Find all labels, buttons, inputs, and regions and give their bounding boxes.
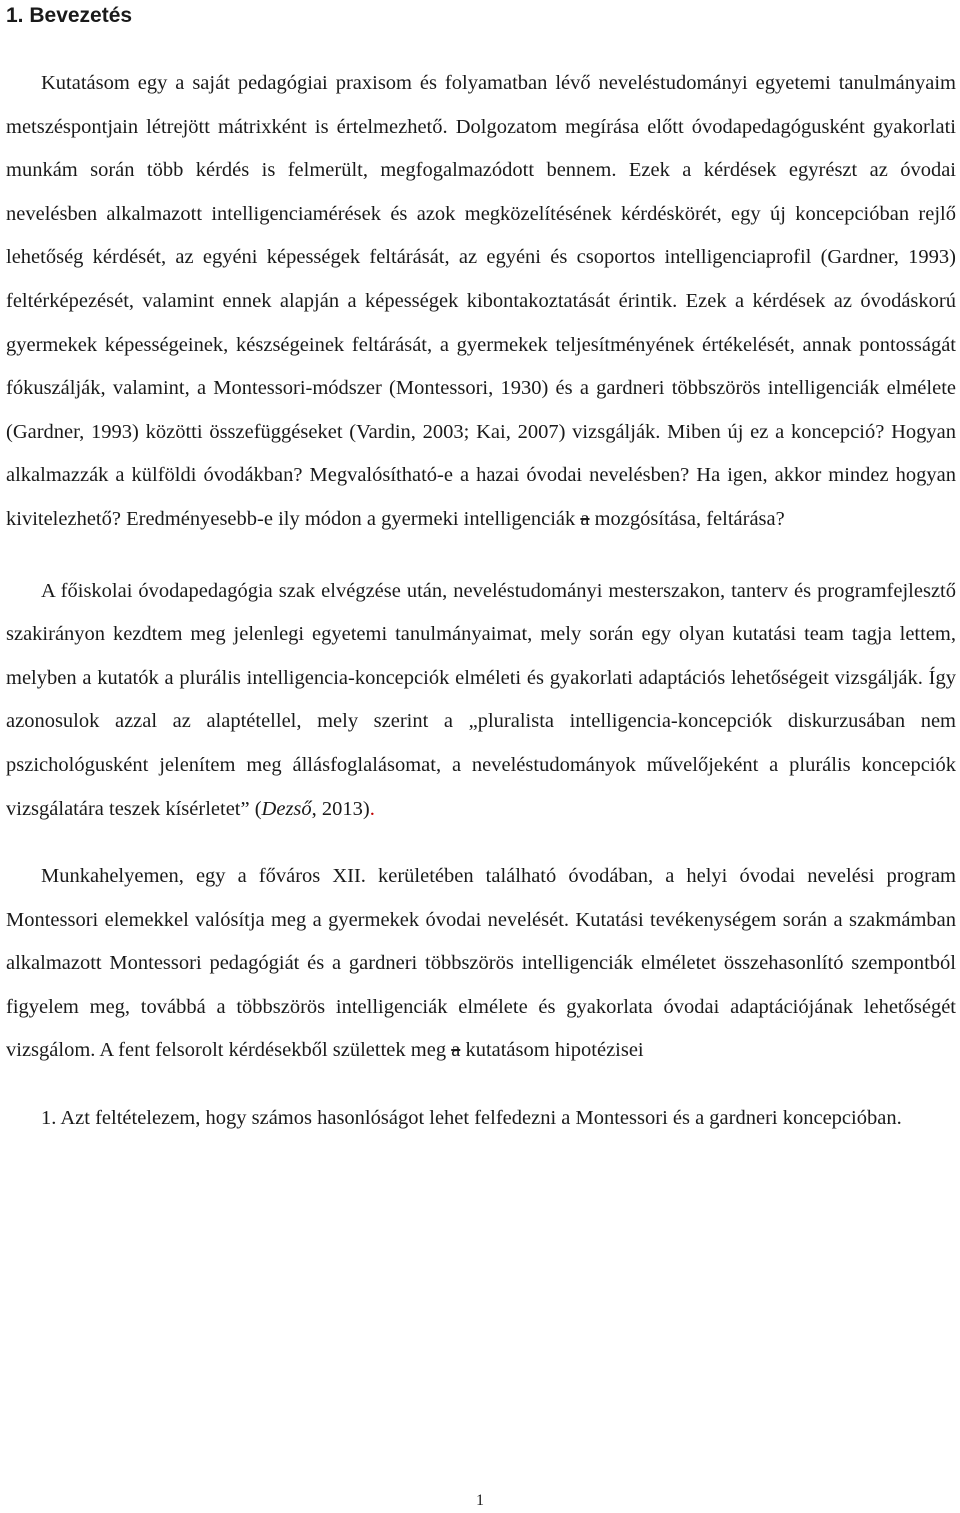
struck-word: a [451,1039,461,1062]
paragraph-intro [6,62,956,542]
paragraph-intro-text: Kutatásom egy a saját pedagógiai praxisom és folyamatban lévő neveléstudományi egyetemi tanulmányaim metszéspontjain létrejött mátrixként is értelmezhető. Dolgozatom megírása előtt óvodapedagógusként gyakorlati munkám során több kérdés is felmerült, megfogalmazódott bennem. Ezek a kérdések egyrészt az óvodai nevelésben alkalmazott intelligenciamérések és azok megközelítésének kérdéskörét, egy új koncepcióban rejlő lehetőség kérdését, az egyéni képességek feltárását, az egyéni és csoportos intelligenciaprofil (Gardner, 1993) feltérképezését, valamint ennek alapján a képességek kibontakoztatását érintik. Ezek a kérdések az óvodáskorú gyermekek képességeinek, készségeinek feltárását, a gyermekek teljesítményének értékelését, annak pontosságát fókuszálják, valamint, a Montessori-módszer (Montessori, 1930) és a gardneri többszörös intelligenciák elmélete (Gardner, 1993) közötti összefüggéseket (Vardin, 2003; Kai, 2007) vizsgálják. Miben új ez a koncepció? Hogyan alkalmazzák a külföldi óvodákban? Megvalósítható-e a hazai óvodai nevelésben? Ha igen, akkor mindez hogyan kivitelezhető? Eredményesebb-e ily módon a gyermeki intelligenciák [6,72,956,530]
paragraph-workplace-text: Munkahelyemen, egy a főváros XII. kerületében található óvodában, a helyi óvodai nevelési program Montessori elemekkel valósítja meg a gyermekek óvodai nevelését. Kutatási tevékenységem során a szakmámban alkalmazott Montessori pedagógiát és a gardneri többszörös intelligenciák elméletet összehasonlító szempontból figyelem meg, továbbá a többszörös intelligenciák elmélete és gyakorlata óvodai adaptációjának lehetőségét vizsgálom. A fent felsorolt kérdésekből születtek meg [6,865,956,1062]
paragraph-studies-text: A főiskolai óvodapedagógia szak elvégzése után, neveléstudományi mesterszakon, tanterv és programfejlesztő szakirányon kezdtem meg jelenlegi egyetemi tanulmányaimat, mely során egy olyan kutatási team tagja lettem, melyben a kutatók a plurális intelligencia-koncepciók elméleti és gyakorlati adaptációs lehetőségeit vizsgálják. Így azonosulok azzal az alaptétellel, mely szerint a „pluralista intelligencia-koncepciók diskurzusában nem pszichológusként jelenítem meg állásfoglalásomat, a neveléstudományok művelőjeként a plurális koncepciók vizsgálatára teszek kísérletet” ( [6,579,956,820]
document-page [6,0,956,1141]
page-number: 1 [476,1492,484,1509]
hypothesis-item-1: 1. Azt feltételezem, hogy számos hasonlóságot lehet felfedezni a Montessori és a gardneri koncepcióban. [41,1107,902,1130]
struck-word: a [580,507,590,530]
paragraph-intro-tail: mozgósítása, feltárása? [594,507,785,530]
paragraph-studies [6,570,956,832]
paragraph-workplace [6,855,956,1073]
section-heading: 1. Bevezetés [6,4,133,27]
paragraph-workplace-tail: kutatásom hipotézisei [465,1039,644,1062]
red-period: . [369,797,375,820]
citation-year: , 2013) [311,797,370,820]
citation-author: Dezső [261,797,312,820]
